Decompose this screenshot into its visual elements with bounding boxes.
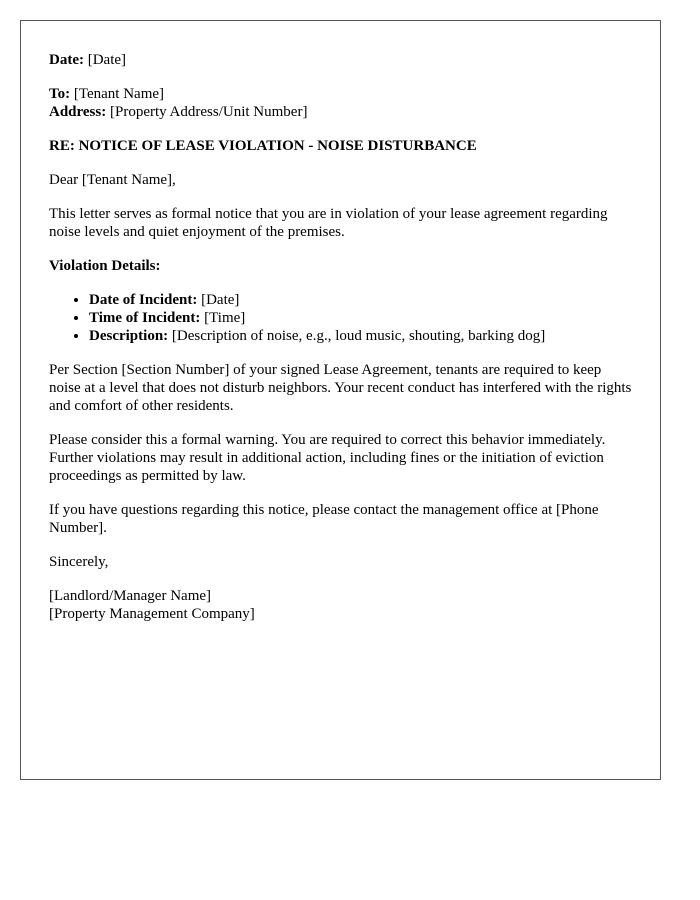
detail-value: [Description of noise, e.g., loud music, shouting, barking dog] xyxy=(171,328,546,344)
subject-text: RE: NOTICE OF LEASE VIOLATION - NOISE DISTURBANCE xyxy=(49,138,477,154)
detail-value: [Time] xyxy=(204,310,246,326)
date-label: Date: xyxy=(49,52,84,68)
details-heading-text: Violation Details: xyxy=(49,258,161,274)
date-line xyxy=(49,51,632,69)
intro-paragraph: This letter serves as formal notice that you are in violation of your lease agreement regarding noise levels and quiet enjoyment of the premises. xyxy=(49,206,608,240)
details-list xyxy=(49,291,632,345)
list-item xyxy=(89,327,632,345)
signature-name: [Landlord/Manager Name] xyxy=(49,588,212,604)
warning-paragraph: Please consider this a formal warning. You are required to correct this behavior immediately. Further violations may result in additional action, including fines or the initiation of eviction proceedings as permitted by law. xyxy=(49,432,606,484)
signature-block xyxy=(49,587,632,623)
detail-value: [Date] xyxy=(201,292,240,308)
salutation: Dear [Tenant Name], xyxy=(49,172,176,188)
contact-paragraph: If you have questions regarding this notice, please contact the management office at [Phone Number]. xyxy=(49,502,599,536)
address-label: Address: xyxy=(49,104,107,120)
to-value: [Tenant Name] xyxy=(73,86,165,102)
detail-label: Description: xyxy=(89,328,169,344)
signature-company: [Property Management Company] xyxy=(49,606,255,622)
to-label: To: xyxy=(49,86,71,102)
date-value: [Date] xyxy=(87,52,127,68)
letter-page xyxy=(20,20,661,780)
closing: Sincerely, xyxy=(49,554,109,570)
recipient-block xyxy=(49,85,632,121)
detail-label: Date of Incident: xyxy=(89,292,198,308)
lease-section-paragraph: Per Section [Section Number] of your signed Lease Agreement, tenants are required to keep noise at a level that does not disturb neighbors. Your recent conduct has interfered with the rights and comfort of other residents. xyxy=(49,362,632,414)
address-value: [Property Address/Unit Number] xyxy=(109,104,308,120)
list-item xyxy=(89,291,632,309)
subject-line xyxy=(49,137,632,155)
details-heading xyxy=(49,257,632,275)
list-item xyxy=(89,309,632,327)
detail-label: Time of Incident: xyxy=(89,310,201,326)
